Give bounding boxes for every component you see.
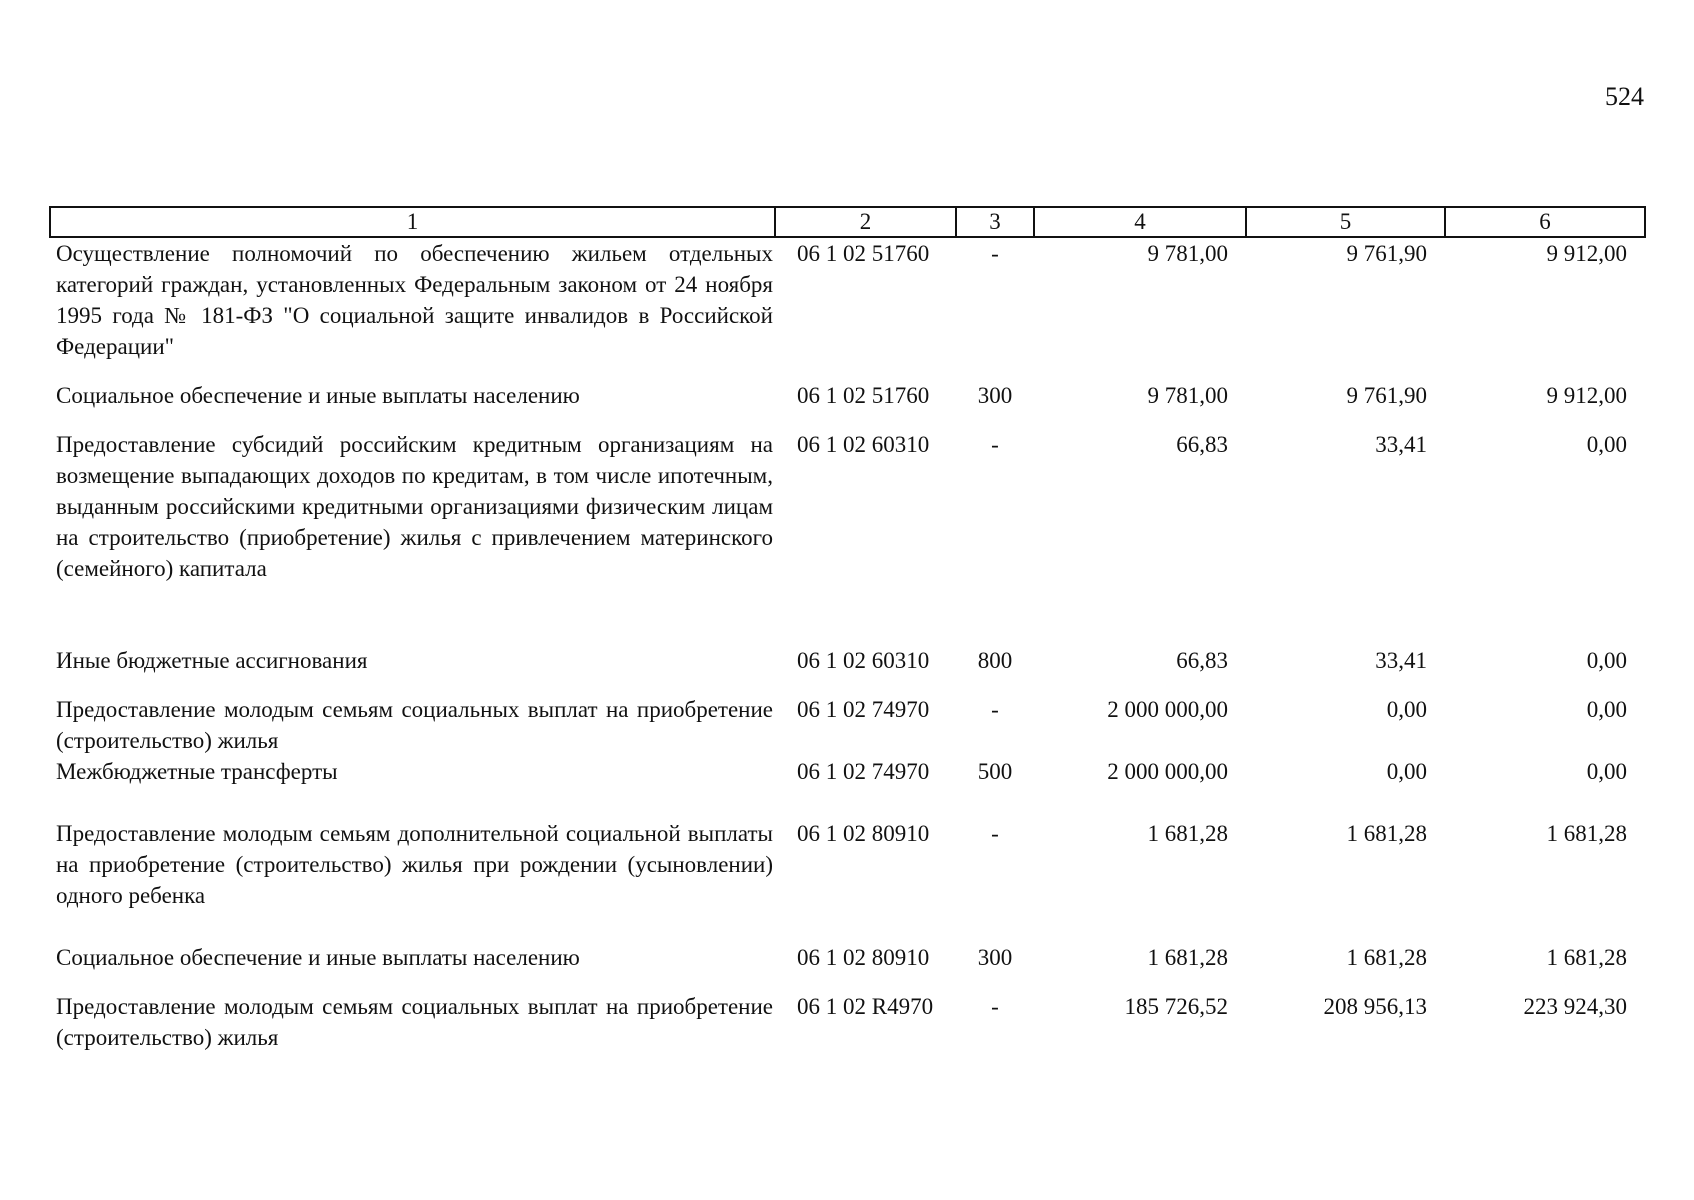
row-code: 06 1 02 74970 [797,697,930,722]
row-type: - [991,241,999,266]
header-col-6: 6 [1445,207,1645,237]
row-value-5: 1 681,28 [1346,821,1427,846]
row-value-5: 208 956,13 [1323,994,1427,1019]
row-value-4: 1 681,28 [1147,945,1228,970]
row-value-6: 223 924,30 [1523,994,1627,1019]
row-value-4: 185 726,52 [1124,994,1228,1019]
row-value-6: 0,00 [1586,648,1627,673]
row-value-4: 2 000 000,00 [1107,697,1228,722]
row-type: - [991,432,999,457]
header-row [50,207,1645,237]
table-row [50,429,1645,645]
row-type: - [991,697,999,722]
table-row [50,818,1645,942]
table-row [50,380,1645,429]
row-value-4: 66,83 [1176,432,1228,457]
row-value-6: 0,00 [1586,432,1627,457]
header-col-3: 3 [956,207,1034,237]
table-row [50,237,1645,380]
row-code: 06 1 02 51760 [797,241,930,266]
table-row [50,991,1645,1053]
row-value-5: 9 761,90 [1346,383,1427,408]
row-type: - [991,821,999,846]
row-value-5: 33,41 [1375,648,1427,673]
row-value-5: 0,00 [1386,697,1427,722]
header-col-4: 4 [1034,207,1246,237]
row-value-6: 0,00 [1586,759,1627,784]
row-value-5: 9 761,90 [1346,241,1427,266]
row-value-6: 0,00 [1586,697,1627,722]
row-code: 06 1 02 74970 [797,759,930,784]
row-name: Межбюджетные трансферты [56,759,338,784]
row-type: 800 [977,648,1013,673]
row-value-4: 9 781,00 [1147,383,1228,408]
row-name: Иные бюджетные ассигнования [56,648,368,673]
row-name: Осуществление полномочий по обеспечению жильем отдельных категорий граждан, установленных Федеральным законом от 24 ноября 1995 года № 181-ФЗ "О социальной защите инвалидов в Российской Федерации" [56,241,773,359]
row-value-4: 9 781,00 [1147,241,1228,266]
row-name: Предоставление молодым семьям социальных выплат на приобретение (строительство) жилья [56,994,773,1050]
row-name: Социальное обеспечение и иные выплаты населению [56,383,580,408]
row-name: Социальное обеспечение и иные выплаты населению [56,945,580,970]
row-name: Предоставление молодым семьям дополнительной социальной выплаты на приобретение (строительство) жилья при рождении (усыновлении) одного ребенка [56,821,773,908]
row-value-6: 1 681,28 [1546,945,1627,970]
row-value-4: 66,83 [1176,648,1228,673]
table-header [50,207,1645,237]
row-type: 300 [977,945,1013,970]
row-value-5: 33,41 [1375,432,1427,457]
row-name: Предоставление субсидий российским кредитным организациям на возмещение выпадающих доходов по кредитам, в том числе ипотечным, выданным российскими кредитными организациями физическим лицам на строительство (приобретение) жилья с привлечением материнского (семейного) капитала [56,432,773,581]
header-col-2: 2 [775,207,956,237]
row-value-4: 2 000 000,00 [1107,759,1228,784]
table-row [50,694,1645,756]
row-type: - [991,994,999,1019]
row-code: 06 1 02 80910 [797,945,930,970]
header-col-5: 5 [1246,207,1445,237]
row-code: 06 1 02 51760 [797,383,930,408]
row-name: Предоставление молодым семьям социальных выплат на приобретение (строительство) жилья [56,697,773,753]
table-row [50,942,1645,991]
row-value-4: 1 681,28 [1147,821,1228,846]
row-type: 500 [977,759,1013,784]
row-value-6: 9 912,00 [1546,241,1627,266]
page-number: 524 [1605,82,1644,111]
table-body [50,237,1645,1053]
row-value-5: 0,00 [1386,759,1427,784]
row-value-5: 1 681,28 [1346,945,1427,970]
row-value-6: 9 912,00 [1546,383,1627,408]
header-col-1: 1 [50,207,775,237]
row-code: 06 1 02 60310 [797,648,930,673]
row-code: 06 1 02 R4970 [797,994,934,1019]
row-code: 06 1 02 80910 [797,821,930,846]
row-type: 300 [977,383,1013,408]
row-value-6: 1 681,28 [1546,821,1627,846]
budget-table [49,206,1646,1053]
table-row [50,756,1645,818]
row-code: 06 1 02 60310 [797,432,930,457]
table-row [50,645,1645,694]
